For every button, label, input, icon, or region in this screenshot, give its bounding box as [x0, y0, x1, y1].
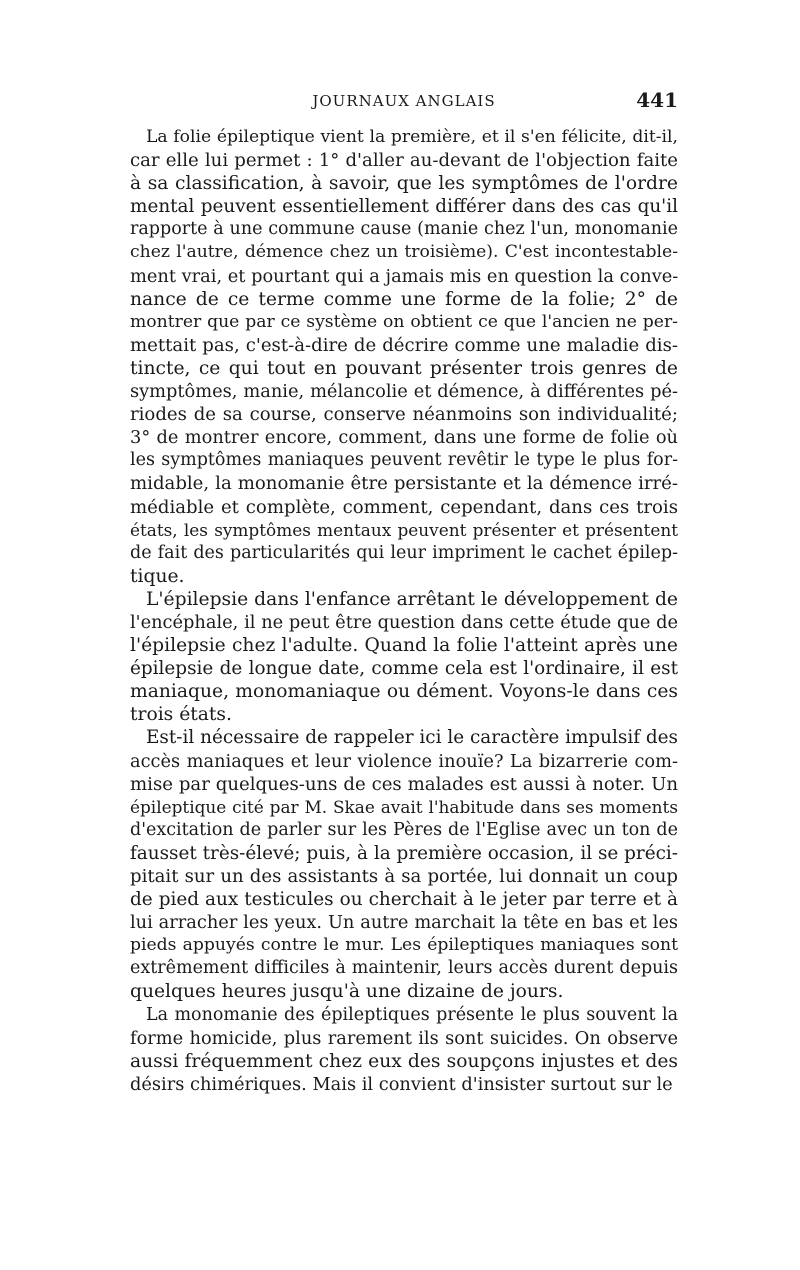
text-line: épileptique cité par M. Skae avait l'habitude dans ses moments: [130, 796, 678, 817]
text-line: mettait pas, c'est-à-dire de décrire comme une maladie dis-: [130, 334, 678, 356]
text-line: aussi fréquemment chez eux des soupçons injustes et des: [130, 1050, 678, 1072]
text-line: riodes de sa course, conserve néanmoins son individualité;: [130, 404, 678, 426]
text-line: l'épilepsie chez l'adulte. Quand la folie l'atteint après une: [130, 635, 678, 657]
text-line: 3° de montrer encore, comment, dans une forme de folie où: [130, 427, 678, 449]
paragraph: [130, 726, 678, 1003]
text-line: accès maniaques et leur violence inouïe? La bizarrerie com-: [130, 750, 678, 772]
text-line: quelques heures jusqu'à une dizaine de jours.: [130, 981, 564, 1003]
paragraph: [130, 1004, 678, 1096]
text-line: fausset très-élevé; puis, à la première occasion, il se préci-: [130, 842, 678, 864]
text-line: Est-il nécessaire de rappeler ici le caractère impulsif des: [146, 727, 678, 749]
text-line: pieds appuyés contre le mur. Les épileptiques maniaques sont: [130, 935, 678, 956]
text-line: l'encéphale, il ne peut être question dans cette étude que de: [130, 611, 678, 633]
text-line: les symptômes maniaques peuvent revêtir le type le plus for-: [130, 450, 678, 471]
text-line: tique.: [130, 565, 185, 587]
text-line: d'excitation de parler sur les Pères de l'Eglise avec un ton de: [130, 819, 678, 840]
text-line: La folie épileptique vient la première, et il s'en félicite, dit-il,: [146, 127, 678, 147]
running-head: JOURNAUX ANGLAIS: [312, 92, 496, 110]
text-line: rapporte à une commune cause (manie chez l'un, monomanie: [130, 219, 678, 240]
text-line: symptômes, manie, mélancolie et démence, à différentes pé-: [130, 381, 678, 403]
text-line: pitait sur un des assistants à sa portée, lui donnait un coup: [130, 866, 678, 887]
text-line: extrêmement difficiles à maintenir, leurs accès durent depuis: [130, 958, 678, 979]
text-line: L'épilepsie dans l'enfance arrêtant le développement de: [146, 588, 678, 610]
text-line: midable, la monomanie être persistante et la démence irré-: [130, 473, 678, 495]
paragraph: [130, 588, 678, 727]
text-line: ment vrai, et pourtant qui a jamais mis en question la conve-: [130, 265, 679, 287]
text-line: car elle lui permet : 1° d'aller au-devant de l'objection faite: [130, 150, 678, 172]
paragraph: [130, 126, 678, 588]
text-line: maniaque, monomaniaque ou dément. Voyons-le dans ces: [130, 681, 678, 703]
text-line: états, les symptômes mentaux peuvent présenter et présentent: [130, 519, 678, 540]
text-line: chez l'autre, démence chez un troisième). C'est incontestable-: [130, 242, 678, 263]
text-line: forme homicide, plus rarement ils sont suicides. On observe: [130, 1027, 678, 1049]
text-line: montrer que par ce système on obtient ce que l'ancien ne per-: [130, 311, 678, 332]
text-line: épilepsie de longue date, comme cela est l'ordinaire, il est: [130, 658, 678, 680]
text-line: La monomanie des épileptiques présente le plus souvent la: [146, 1004, 678, 1025]
text-line: trois états.: [130, 704, 232, 726]
text-line: à sa classification, à savoir, que les symptômes de l'ordre: [130, 173, 678, 195]
text-line: nance de ce terme comme une forme de la folie; 2° de: [130, 288, 678, 310]
text-line: lui arracher les yeux. Un autre marchait la tête en bas et les: [130, 912, 678, 934]
page-number: 441: [636, 88, 678, 112]
text-line: tincte, ce qui tout en pouvant présenter trois genres de: [130, 357, 678, 379]
text-line: de pied aux testicules ou cherchait à le jeter par terre et à: [130, 889, 678, 911]
text-line: médiable et complète, comment, cependant, dans ces trois: [130, 496, 678, 518]
text-line: mental peuvent essentiellement différer dans des cas qu'il: [130, 196, 678, 218]
text-line: mise par quelques-uns de ces malades est aussi à noter. Un: [130, 773, 678, 795]
text-line: désirs chimériques. Mais il convient d'insister surtout sur le: [130, 1073, 673, 1095]
text-line: de fait des particularités qui leur impriment le cachet épilep-: [130, 542, 678, 563]
page-header: [130, 88, 678, 116]
body-text: [130, 126, 678, 1096]
